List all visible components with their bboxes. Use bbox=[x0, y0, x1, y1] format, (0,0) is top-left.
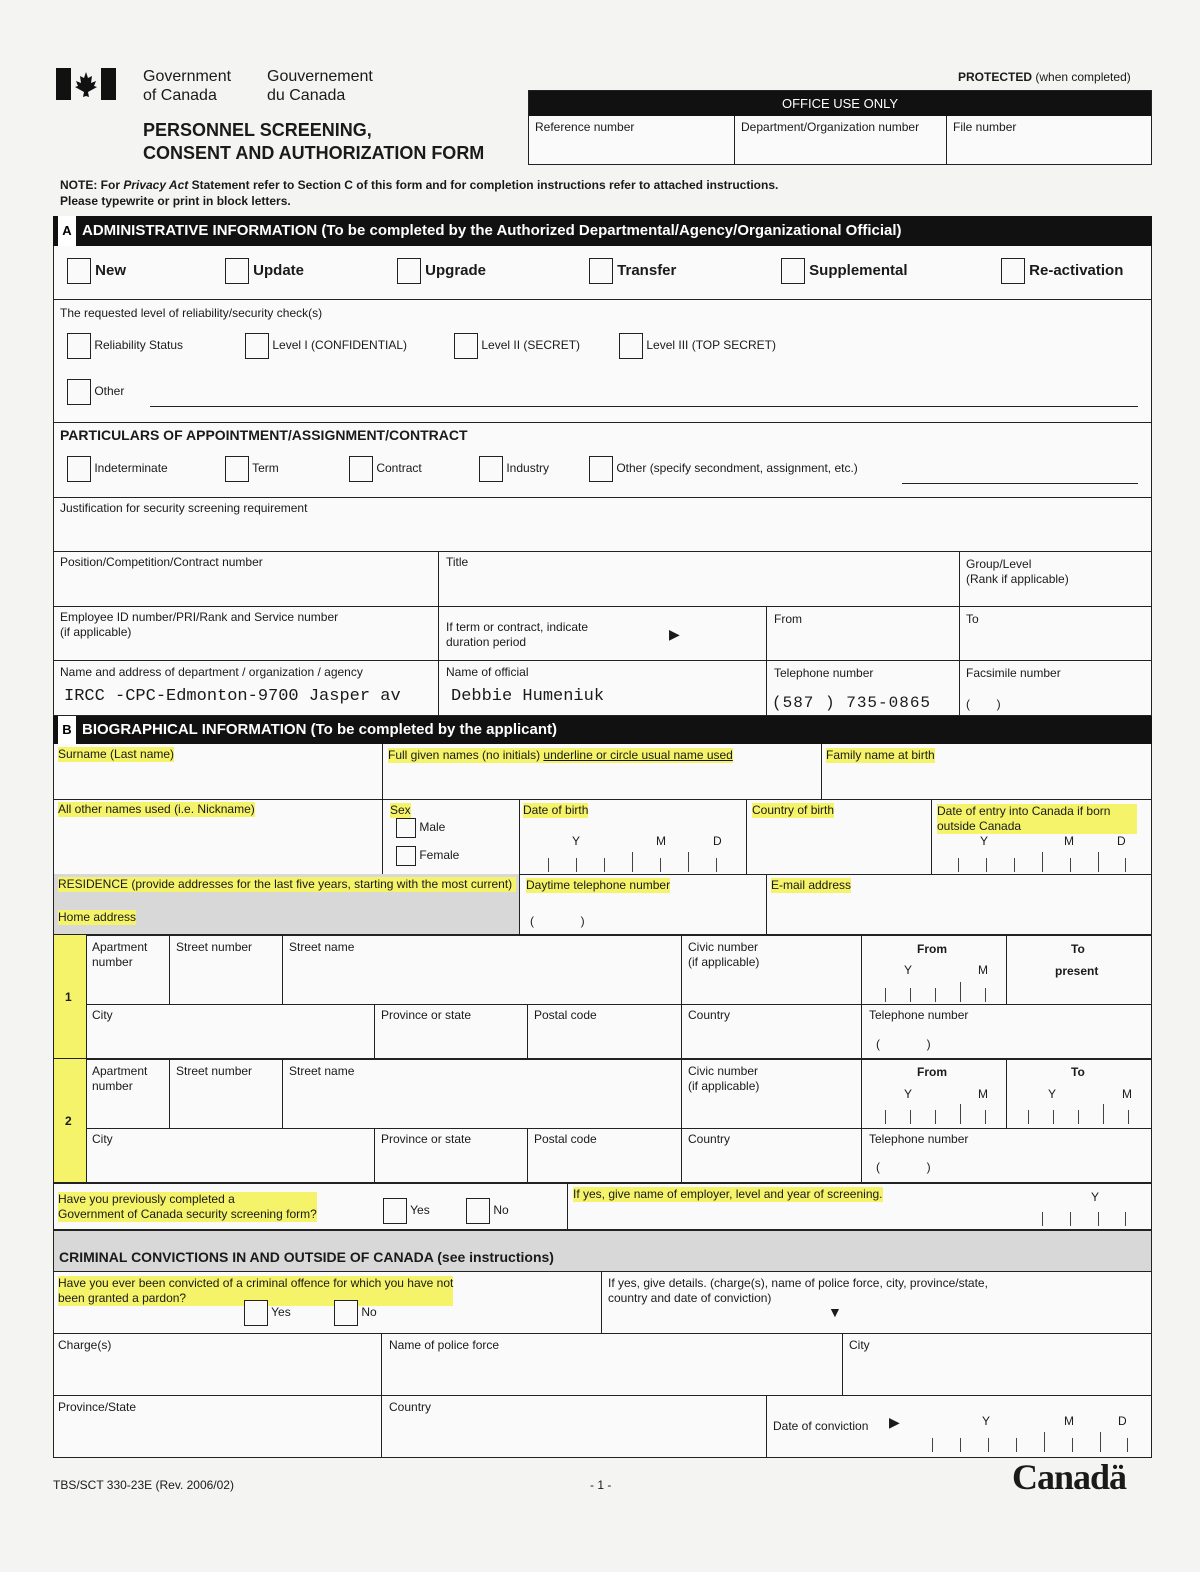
dept-name-label: Name and address of department / organization / agency bbox=[60, 665, 363, 679]
office-use-box bbox=[528, 90, 1152, 165]
section-b-title: BIOGRAPHICAL INFORMATION (To be completed by the applicant) bbox=[82, 721, 558, 738]
justification-label: Justification for security screening requirement bbox=[60, 501, 308, 515]
section-b-header bbox=[53, 716, 1152, 744]
addr2-from: From bbox=[917, 1065, 947, 1079]
canada-flag-logo bbox=[56, 68, 116, 100]
level-top-secret[interactable] bbox=[619, 333, 776, 359]
entry-d: D bbox=[1117, 834, 1126, 848]
dept-number-label: Department/Organization number bbox=[741, 120, 920, 134]
checkbox[interactable] bbox=[67, 258, 91, 284]
dept-name-value[interactable]: IRCC -CPC-Edmonton-9700 Jasper av bbox=[64, 687, 401, 706]
country2-label: Country bbox=[389, 1400, 432, 1414]
section-b-letter: B bbox=[58, 716, 76, 744]
level-secret[interactable] bbox=[454, 333, 580, 359]
type-reactivation[interactable] bbox=[1001, 258, 1123, 284]
prev-yes[interactable] bbox=[383, 1198, 430, 1224]
addr2-country: Country bbox=[688, 1132, 731, 1146]
addr2-street-num: Street number bbox=[176, 1064, 253, 1078]
type-new[interactable] bbox=[67, 258, 126, 284]
checkbox[interactable] bbox=[466, 1198, 490, 1224]
note-line-1 bbox=[60, 178, 778, 192]
type-label: Supplemental bbox=[809, 261, 908, 279]
addr1-from-m: M bbox=[978, 963, 988, 977]
part-industry[interactable] bbox=[479, 456, 549, 482]
entry-ticks[interactable] bbox=[958, 858, 1126, 872]
part-other-line[interactable] bbox=[902, 483, 1138, 484]
sex-label: Sex bbox=[390, 803, 411, 817]
type-label: Re-activation bbox=[1029, 261, 1124, 279]
type-label: Transfer bbox=[617, 261, 677, 279]
conviction-ticks[interactable] bbox=[932, 1438, 1128, 1452]
particulars-title: PARTICULARS OF APPOINTMENT/ASSIGNMENT/CONTRACT bbox=[60, 427, 468, 443]
given-names-underlined: underline or circle usual name used bbox=[543, 748, 733, 762]
addr2-street-name: Street name bbox=[289, 1064, 355, 1078]
addr2-province: Province or state bbox=[381, 1132, 472, 1146]
fax-label: Facsimile number bbox=[966, 666, 1061, 680]
form-title-1: PERSONNEL SCREENING, bbox=[143, 120, 372, 140]
employee-id-label: Employee ID number/PRI/Rank and Service number (if applicable) bbox=[60, 610, 339, 639]
male-text: Male bbox=[419, 820, 446, 835]
charges-label: Charge(s) bbox=[58, 1338, 112, 1352]
other-text: Other bbox=[94, 384, 125, 399]
convicted-label: Have you ever been convicted of a criminal offence for which you have not been granted a pardon? bbox=[58, 1276, 454, 1305]
dob-ticks[interactable] bbox=[548, 858, 718, 872]
part-text: Other (specify secondment, assignment, etc.) bbox=[616, 461, 858, 476]
level-text: Level III (TOP SECRET) bbox=[646, 338, 776, 353]
protected-text: PROTECTED bbox=[958, 70, 1033, 84]
checkbox[interactable] bbox=[479, 456, 503, 482]
conviction-m: M bbox=[1064, 1414, 1074, 1428]
phone-label: Telephone number bbox=[774, 666, 874, 680]
title-label: Title bbox=[446, 555, 469, 569]
addr2-to-m: M bbox=[1122, 1087, 1132, 1101]
given-names-text: Full given names (no initials) bbox=[388, 748, 544, 762]
if-yes-y: Y bbox=[1091, 1190, 1100, 1204]
part-contract[interactable] bbox=[349, 456, 422, 482]
office-use-header: OFFICE USE ONLY bbox=[529, 91, 1151, 116]
form-title-2: CONSENT AND AUTHORIZATION FORM bbox=[143, 143, 485, 163]
addr2-from-ticks[interactable] bbox=[885, 1110, 995, 1124]
canada-wordmark: Canadä bbox=[1012, 1457, 1127, 1497]
addr1-from-ticks[interactable] bbox=[885, 988, 995, 1002]
dob-d: D bbox=[713, 834, 722, 848]
dob-y: Y bbox=[572, 834, 581, 848]
protected-note: (when completed) bbox=[1035, 70, 1131, 84]
addr2-number: 2 bbox=[65, 1114, 72, 1128]
if-yes-ticks[interactable] bbox=[1042, 1212, 1126, 1226]
part-term[interactable] bbox=[225, 456, 279, 482]
section-a-letter: A bbox=[58, 216, 76, 246]
addr1-tel-paren[interactable]: ( ) bbox=[876, 1037, 931, 1051]
addr1-street-num: Street number bbox=[176, 940, 253, 954]
dob-m: M bbox=[656, 834, 666, 848]
checkbox[interactable] bbox=[1001, 258, 1025, 284]
addr1-number: 1 bbox=[65, 990, 72, 1004]
prov-state-label: Province/State bbox=[58, 1400, 137, 1414]
official-value[interactable]: Debbie Humeniuk bbox=[451, 687, 605, 706]
city2-label: City bbox=[849, 1338, 870, 1352]
addr1-province: Province or state bbox=[381, 1008, 472, 1022]
addr1-apt: Apartment number bbox=[92, 940, 148, 969]
if-yes-details-label: If yes, give details. (charge(s), name of police force, city, province/state, country and date of conviction) bbox=[608, 1276, 988, 1305]
prev-screen-label: Have you previously completed a Government of Canada security screening form? bbox=[58, 1192, 317, 1221]
addr1-civic: Civic number (if applicable) bbox=[688, 940, 760, 969]
checkbox[interactable] bbox=[225, 258, 249, 284]
arrow-right-icon: ▶ bbox=[669, 626, 680, 642]
conviction-y: Y bbox=[982, 1414, 991, 1428]
checkbox[interactable] bbox=[334, 1300, 358, 1326]
entry-m: M bbox=[1064, 834, 1074, 848]
addr1-from: From bbox=[917, 942, 947, 956]
no-text: No bbox=[361, 1305, 377, 1320]
gov-en: Government of Canada bbox=[143, 68, 232, 104]
yes-text: Yes bbox=[271, 1305, 291, 1320]
date-entry-label: Date of entry into Canada if born outside Canada bbox=[937, 804, 1137, 834]
type-label: New bbox=[95, 261, 127, 279]
checkbox[interactable] bbox=[349, 456, 373, 482]
surname-label: Surname (Last name) bbox=[58, 747, 175, 761]
checkbox[interactable] bbox=[67, 379, 91, 405]
prev-no[interactable] bbox=[466, 1198, 509, 1224]
no-text: No bbox=[493, 1203, 509, 1218]
email-label: E-mail address bbox=[771, 878, 852, 892]
addr2-civic: Civic number (if applicable) bbox=[688, 1064, 760, 1093]
type-supplemental[interactable] bbox=[781, 258, 908, 284]
addr2-telephone: Telephone number bbox=[869, 1132, 969, 1146]
checkbox[interactable] bbox=[383, 1198, 407, 1224]
checkbox[interactable] bbox=[781, 258, 805, 284]
level-confidential[interactable] bbox=[245, 333, 407, 359]
daytime-phone-label: Daytime telephone number bbox=[526, 878, 671, 892]
file-number-label: File number bbox=[953, 120, 1017, 134]
from-label: From bbox=[774, 612, 802, 626]
checkbox[interactable] bbox=[67, 333, 91, 359]
duration-label: If term or contract, indicate duration period bbox=[446, 620, 589, 649]
addr1-to: To bbox=[1071, 942, 1085, 956]
type-upgrade[interactable] bbox=[397, 258, 486, 284]
checkbox[interactable] bbox=[619, 333, 643, 359]
addr2-to-y: Y bbox=[1048, 1087, 1057, 1101]
level-text: Level I (CONFIDENTIAL) bbox=[272, 338, 408, 353]
phone-value[interactable]: (587 ) 735-0865 bbox=[772, 694, 932, 712]
checkbox[interactable] bbox=[589, 258, 613, 284]
official-label: Name of official bbox=[446, 665, 529, 679]
if-yes-label: If yes, give name of employer, level and year of screening. bbox=[573, 1187, 883, 1201]
female-text: Female bbox=[419, 848, 460, 863]
level-text: Level II (SECRET) bbox=[481, 338, 581, 353]
police-label: Name of police force bbox=[389, 1338, 500, 1352]
note-line-2: Please typewrite or print in block letters. bbox=[60, 194, 291, 208]
criminal-title: CRIMINAL CONVICTIONS IN AND OUTSIDE OF CANADA (see instructions) bbox=[59, 1249, 554, 1265]
country-birth-label: Country of birth bbox=[752, 803, 835, 817]
gov-fr: Gouvernement du Canada bbox=[267, 68, 373, 104]
level-reliability[interactable] bbox=[67, 333, 183, 359]
protected-label bbox=[958, 70, 1131, 84]
part-text: Industry bbox=[506, 461, 550, 476]
other-names-label: All other names used (i.e. Nickname) bbox=[58, 802, 255, 816]
note-italic: Privacy Act bbox=[123, 178, 189, 192]
position-label: Position/Competition/Contract number bbox=[60, 555, 263, 569]
convicted-no[interactable] bbox=[334, 1300, 377, 1326]
addr1-present: present bbox=[1055, 964, 1099, 978]
addr1-street-name: Street name bbox=[289, 940, 355, 954]
checkbox[interactable] bbox=[589, 456, 613, 482]
arrow-down-icon: ▼ bbox=[828, 1304, 842, 1320]
part-indeterminate[interactable] bbox=[67, 456, 168, 482]
checkbox[interactable] bbox=[397, 258, 421, 284]
checkbox[interactable] bbox=[454, 333, 478, 359]
checkbox[interactable] bbox=[67, 456, 91, 482]
note-prefix: NOTE: For bbox=[60, 178, 124, 192]
level-text: Reliability Status bbox=[94, 338, 184, 353]
checkbox[interactable] bbox=[225, 456, 249, 482]
group-level-label: Group/Level (Rank if applicable) bbox=[966, 557, 1069, 586]
addr2-from-m: M bbox=[978, 1087, 988, 1101]
checkbox[interactable] bbox=[396, 846, 416, 866]
addr1-telephone: Telephone number bbox=[869, 1008, 969, 1022]
addr2-tel-paren[interactable]: ( ) bbox=[876, 1160, 931, 1174]
part-text: Term bbox=[252, 461, 279, 476]
addr1-country: Country bbox=[688, 1008, 731, 1022]
addr1-from-y: Y bbox=[904, 963, 913, 977]
date-conviction-label: Date of conviction bbox=[773, 1419, 869, 1433]
addr2-postal: Postal code bbox=[534, 1132, 597, 1146]
addr1-postal: Postal code bbox=[534, 1008, 597, 1022]
page-number: - 1 - bbox=[590, 1478, 612, 1492]
section-a-title: ADMINISTRATIVE INFORMATION (To be completed by the Authorized Departmental/Agency/Organizational Official) bbox=[82, 222, 902, 239]
type-update[interactable] bbox=[225, 258, 304, 284]
checkbox[interactable] bbox=[244, 1300, 268, 1326]
family-birth-label: Family name at birth bbox=[826, 748, 935, 762]
convicted-yes[interactable] bbox=[244, 1300, 291, 1326]
type-transfer[interactable] bbox=[589, 258, 676, 284]
type-label: Upgrade bbox=[425, 261, 487, 279]
addr2-from-y: Y bbox=[904, 1087, 913, 1101]
to-label: To bbox=[966, 612, 979, 626]
level-other[interactable] bbox=[67, 379, 124, 405]
fax-value[interactable]: ( ) bbox=[966, 697, 1001, 711]
checkbox[interactable] bbox=[245, 333, 269, 359]
addr2-to: To bbox=[1071, 1065, 1085, 1079]
sex-male[interactable] bbox=[396, 818, 445, 838]
other-line[interactable] bbox=[150, 406, 1138, 407]
addr2-to-ticks[interactable] bbox=[1028, 1110, 1138, 1124]
arrow-right-icon: ▶ bbox=[889, 1414, 900, 1430]
type-label: Update bbox=[253, 261, 305, 279]
part-text: Indeterminate bbox=[94, 461, 168, 476]
reference-number-label: Reference number bbox=[535, 120, 635, 134]
part-other[interactable] bbox=[589, 456, 858, 482]
residence-label: RESIDENCE (provide addresses for the last five years, starting with the most current) bbox=[58, 877, 516, 892]
entry-y: Y bbox=[980, 834, 989, 848]
home-address-label: Home address bbox=[58, 910, 137, 924]
addr2-apt: Apartment number bbox=[92, 1064, 148, 1093]
dob-label: Date of birth bbox=[523, 803, 589, 817]
form-code: TBS/SCT 330-23E (Rev. 2006/02) bbox=[53, 1478, 234, 1492]
addr1-city: City bbox=[92, 1008, 113, 1022]
daytime-phone-paren[interactable]: ( ) bbox=[530, 914, 585, 928]
section-a-header bbox=[53, 216, 1152, 246]
yes-text: Yes bbox=[410, 1203, 430, 1218]
level-label: The requested level of reliability/security check(s) bbox=[60, 306, 323, 320]
sex-female[interactable] bbox=[396, 846, 459, 866]
addr2-city: City bbox=[92, 1132, 113, 1146]
checkbox[interactable] bbox=[396, 818, 416, 838]
conviction-d: D bbox=[1118, 1414, 1127, 1428]
note-rest: Statement refer to Section C of this form and for completion instructions refer to attached instructions. bbox=[188, 178, 779, 192]
given-names-label bbox=[388, 748, 733, 763]
part-text: Contract bbox=[376, 461, 422, 476]
